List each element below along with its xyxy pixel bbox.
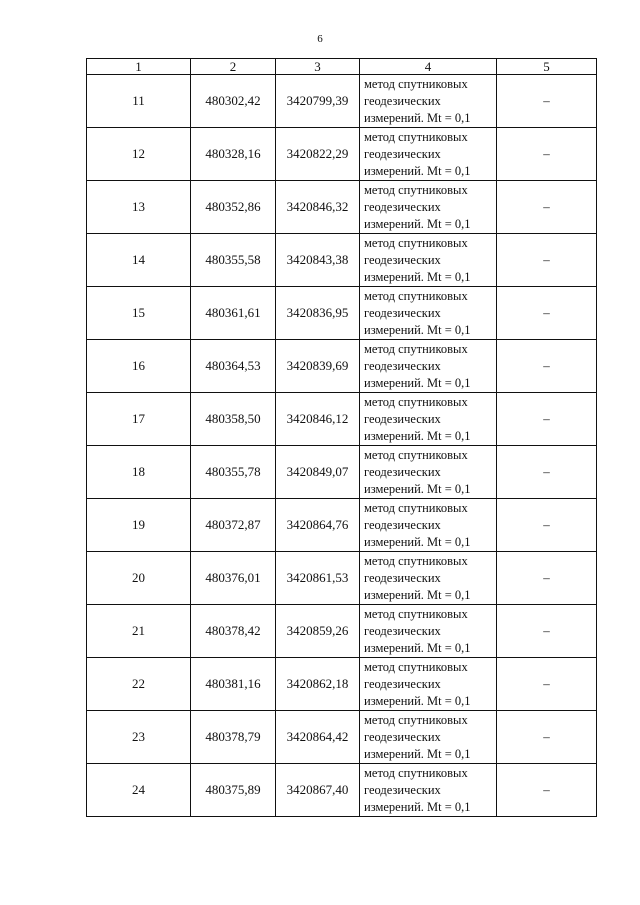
- method-cell: [360, 658, 497, 711]
- point-number-cell: 22: [87, 658, 191, 711]
- header-col-4: 4: [360, 59, 497, 75]
- method-cell: [360, 764, 497, 817]
- method-line: метод спутниковых: [364, 500, 468, 515]
- y-coordinate-cell: 3420862,18: [276, 658, 360, 711]
- method-line: метод спутниковых: [364, 447, 468, 462]
- method-cell: [360, 393, 497, 446]
- point-number-cell: 14: [87, 234, 191, 287]
- point-number-cell: 15: [87, 287, 191, 340]
- method-line: геодезических: [364, 411, 441, 426]
- x-coordinate-cell: 480378,79: [191, 711, 276, 764]
- note-cell: –: [497, 234, 597, 287]
- method-cell: [360, 605, 497, 658]
- method-line: геодезических: [364, 252, 441, 267]
- table-row: [87, 181, 597, 234]
- y-coordinate-cell: 3420859,26: [276, 605, 360, 658]
- method-line: геодезических: [364, 146, 441, 161]
- method-cell: [360, 499, 497, 552]
- method-cell: [360, 446, 497, 499]
- table-row: [87, 393, 597, 446]
- note-cell: –: [497, 764, 597, 817]
- table-body: [87, 75, 597, 817]
- method-cell: [360, 340, 497, 393]
- y-coordinate-cell: 3420836,95: [276, 287, 360, 340]
- y-coordinate-cell: 3420849,07: [276, 446, 360, 499]
- method-cell: [360, 128, 497, 181]
- y-coordinate-cell: 3420799,39: [276, 75, 360, 128]
- point-number-cell: 21: [87, 605, 191, 658]
- method-line: геодезических: [364, 676, 441, 691]
- method-line: измерений. Mt = 0,1: [364, 693, 471, 708]
- method-cell: [360, 287, 497, 340]
- header-col-1: 1: [87, 59, 191, 75]
- method-line: измерений. Mt = 0,1: [364, 587, 471, 602]
- x-coordinate-cell: 480381,16: [191, 658, 276, 711]
- table-row: [87, 605, 597, 658]
- table-row: [87, 499, 597, 552]
- method-cell: [360, 181, 497, 234]
- point-number-cell: 12: [87, 128, 191, 181]
- x-coordinate-cell: 480355,58: [191, 234, 276, 287]
- x-coordinate-cell: 480378,42: [191, 605, 276, 658]
- method-line: измерений. Mt = 0,1: [364, 481, 471, 496]
- method-cell: [360, 75, 497, 128]
- method-cell: [360, 552, 497, 605]
- x-coordinate-cell: 480364,53: [191, 340, 276, 393]
- note-cell: –: [497, 552, 597, 605]
- note-cell: –: [497, 499, 597, 552]
- method-line: измерений. Mt = 0,1: [364, 428, 471, 443]
- method-line: метод спутниковых: [364, 765, 468, 780]
- x-coordinate-cell: 480355,78: [191, 446, 276, 499]
- method-line: измерений. Mt = 0,1: [364, 216, 471, 231]
- method-line: геодезических: [364, 358, 441, 373]
- method-line: геодезических: [364, 570, 441, 585]
- y-coordinate-cell: 3420822,29: [276, 128, 360, 181]
- x-coordinate-cell: 480358,50: [191, 393, 276, 446]
- method-line: метод спутниковых: [364, 712, 468, 727]
- note-cell: –: [497, 287, 597, 340]
- x-coordinate-cell: 480361,61: [191, 287, 276, 340]
- method-line: геодезических: [364, 729, 441, 744]
- coordinates-table: [86, 58, 597, 817]
- point-number-cell: 16: [87, 340, 191, 393]
- method-line: измерений. Mt = 0,1: [364, 375, 471, 390]
- note-cell: –: [497, 446, 597, 499]
- note-cell: –: [497, 711, 597, 764]
- point-number-cell: 23: [87, 711, 191, 764]
- note-cell: –: [497, 340, 597, 393]
- method-line: измерений. Mt = 0,1: [364, 534, 471, 549]
- table-row: [87, 552, 597, 605]
- method-line: измерений. Mt = 0,1: [364, 746, 471, 761]
- method-line: измерений. Mt = 0,1: [364, 110, 471, 125]
- header-col-3: 3: [276, 59, 360, 75]
- note-cell: –: [497, 181, 597, 234]
- point-number-cell: 13: [87, 181, 191, 234]
- method-line: геодезических: [364, 93, 441, 108]
- table-row: [87, 764, 597, 817]
- method-line: метод спутниковых: [364, 553, 468, 568]
- note-cell: –: [497, 658, 597, 711]
- note-cell: –: [497, 128, 597, 181]
- x-coordinate-cell: 480328,16: [191, 128, 276, 181]
- method-cell: [360, 711, 497, 764]
- method-line: метод спутниковых: [364, 659, 468, 674]
- y-coordinate-cell: 3420864,76: [276, 499, 360, 552]
- y-coordinate-cell: 3420843,38: [276, 234, 360, 287]
- method-line: геодезических: [364, 464, 441, 479]
- table-row: [87, 711, 597, 764]
- point-number-cell: 17: [87, 393, 191, 446]
- table-row: [87, 658, 597, 711]
- table-row: [87, 340, 597, 393]
- method-line: метод спутниковых: [364, 606, 468, 621]
- header-row: [87, 59, 597, 75]
- table-row: [87, 128, 597, 181]
- method-line: измерений. Mt = 0,1: [364, 640, 471, 655]
- method-cell: [360, 234, 497, 287]
- point-number-cell: 19: [87, 499, 191, 552]
- point-number-cell: 18: [87, 446, 191, 499]
- method-line: измерений. Mt = 0,1: [364, 322, 471, 337]
- point-number-cell: 20: [87, 552, 191, 605]
- table-header: [87, 59, 597, 75]
- table-row: [87, 234, 597, 287]
- method-line: измерений. Mt = 0,1: [364, 799, 471, 814]
- table-row: [87, 75, 597, 128]
- method-line: метод спутниковых: [364, 235, 468, 250]
- header-col-2: 2: [191, 59, 276, 75]
- method-line: метод спутниковых: [364, 341, 468, 356]
- method-line: измерений. Mt = 0,1: [364, 269, 471, 284]
- x-coordinate-cell: 480376,01: [191, 552, 276, 605]
- x-coordinate-cell: 480372,87: [191, 499, 276, 552]
- note-cell: –: [497, 605, 597, 658]
- y-coordinate-cell: 3420864,42: [276, 711, 360, 764]
- y-coordinate-cell: 3420861,53: [276, 552, 360, 605]
- header-col-5: 5: [497, 59, 597, 75]
- method-line: метод спутниковых: [364, 129, 468, 144]
- page-number: 6: [317, 33, 323, 45]
- method-line: метод спутниковых: [364, 182, 468, 197]
- method-line: измерений. Mt = 0,1: [364, 163, 471, 178]
- method-line: метод спутниковых: [364, 394, 468, 409]
- point-number-cell: 11: [87, 75, 191, 128]
- method-line: геодезических: [364, 305, 441, 320]
- method-line: метод спутниковых: [364, 288, 468, 303]
- method-line: геодезических: [364, 199, 441, 214]
- method-line: геодезических: [364, 623, 441, 638]
- y-coordinate-cell: 3420839,69: [276, 340, 360, 393]
- table-row: [87, 287, 597, 340]
- table-row: [87, 446, 597, 499]
- y-coordinate-cell: 3420846,32: [276, 181, 360, 234]
- note-cell: –: [497, 393, 597, 446]
- method-line: геодезических: [364, 517, 441, 532]
- point-number-cell: 24: [87, 764, 191, 817]
- x-coordinate-cell: 480302,42: [191, 75, 276, 128]
- method-line: геодезических: [364, 782, 441, 797]
- y-coordinate-cell: 3420867,40: [276, 764, 360, 817]
- x-coordinate-cell: 480375,89: [191, 764, 276, 817]
- x-coordinate-cell: 480352,86: [191, 181, 276, 234]
- y-coordinate-cell: 3420846,12: [276, 393, 360, 446]
- method-line: метод спутниковых: [364, 76, 468, 91]
- note-cell: –: [497, 75, 597, 128]
